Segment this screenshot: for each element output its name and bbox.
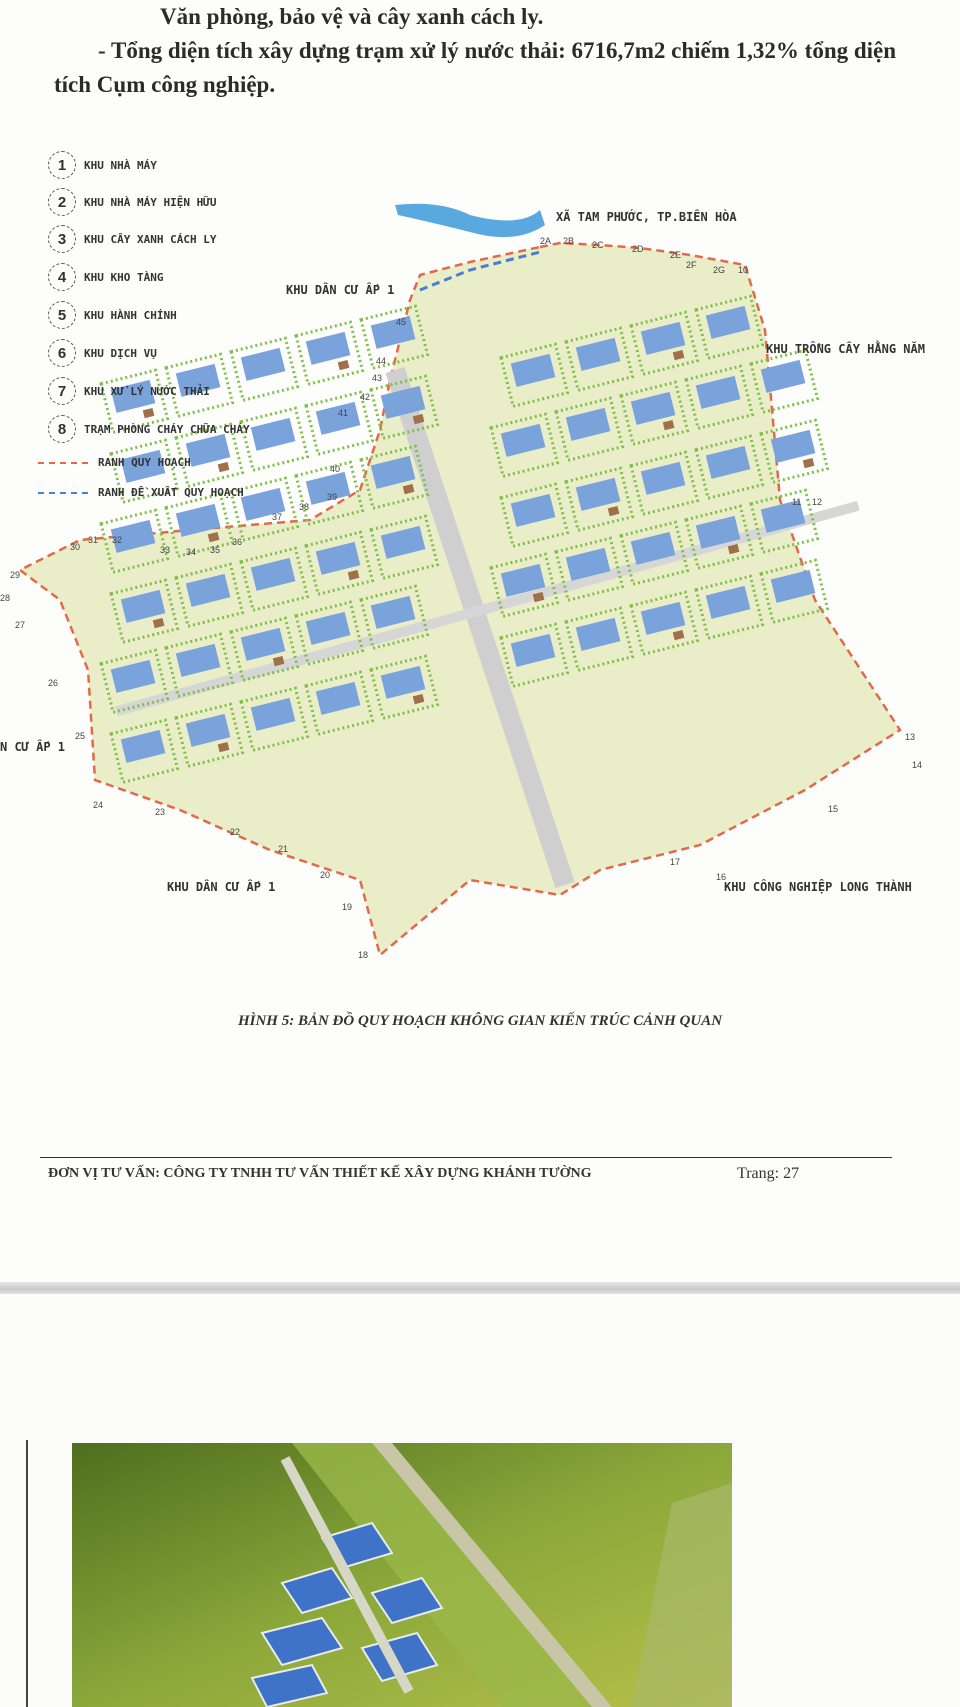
boundary-point-19: 19 [342,902,353,912]
legend-number: 1 [48,151,76,179]
boundary-point-2c: 2C [592,240,604,250]
boundary-point-28: 28 [0,593,11,603]
boundary-point-39: 39 [327,492,338,502]
legend-item [38,150,157,180]
boundary-point-23: 23 [155,807,166,817]
boundary-point-44: 44 [376,356,387,366]
margin-rule [26,1440,28,1707]
boundary-point-22: 22 [230,827,241,837]
boundary-point-24: 24 [93,800,104,810]
body-text-line-1: Văn phòng, bảo vệ và cây xanh cách ly. [160,4,544,29]
legend-number: 2 [48,188,76,216]
legend-label: KHU KHO TÀNG [84,270,164,284]
boundary-point-2e: 2E [670,250,682,260]
boundary-point-16: 16 [716,872,727,882]
legend-number: 5 [48,301,76,329]
boundary-point-40: 40 [330,464,341,474]
legend-item [38,300,177,330]
legend-item [38,262,163,292]
legend-item [38,376,210,406]
boundary-point-17: 17 [670,857,681,867]
body-text-line-2: - Tổng diện tích xây dựng trạm xử lý nước thải: 6716,7m2 chiếm 1,32% tổng diện [98,38,897,63]
boundary-point-38: 38 [299,502,310,512]
boundary-point-13: 13 [905,732,916,742]
boundary-point-15: 15 [828,804,839,814]
footer-divider [40,1157,892,1158]
legend-item [38,187,216,217]
map-label-southeast: KHU CÔNG NGHIỆP LONG THÀNH [724,880,912,894]
legend-label: KHU XỬ LÝ NƯỚC THẢI [84,384,210,398]
legend-label: TRẠM PHÒNG CHÁY CHỮA CHÁY [84,422,250,436]
boundary-point-31: 31 [88,535,99,545]
legend-label: KHU NHÀ MÁY HIỆN HỮU [84,195,217,209]
legend-label: KHU DỊCH VỤ [84,346,157,360]
map-label-north: XÃ TAM PHƯỚC, TP.BIÊN HÒA [556,210,737,224]
boundary-point-33: 33 [160,545,171,555]
dash-red-icon [38,462,88,464]
legend-item [38,224,216,254]
boundary-point-2g: 2G [713,265,726,275]
boundary-point-11: 11 [792,497,802,507]
planning-map [0,130,960,970]
boundary-point-27: 27 [15,620,26,630]
boundary-point-43: 43 [372,373,383,383]
page-number: Trang: 27 [737,1165,800,1182]
boundary-point-36: 36 [232,537,243,547]
footer-company: ĐƠN VỊ TƯ VẤN: CÔNG TY TNHH TƯ VẤN THIẾT KẾ XÂY DỰNG KHÁNH TƯỜNG [48,1166,592,1181]
boundary-point-45: 45 [396,317,407,327]
map-label-east: KHU TRỒNG CÂY HẰNG NĂM [766,342,925,356]
boundary-point-25: 25 [75,731,86,741]
boundary-point-34: 34 [186,547,197,557]
boundary-point-42: 42 [360,392,371,402]
boundary-point-18: 18 [358,950,369,960]
map-label-west: N CƯ ẤP 1 [0,740,66,754]
boundary-point-30: 30 [70,542,81,552]
boundary-point-2d: 2D [632,244,644,254]
boundary-point-21: 21 [278,844,289,854]
boundary-point-2b: 2B [563,236,575,246]
legend-line-label: RANH ĐỀ XUẤT QUY HOẠCH [98,486,244,499]
legend-item [38,338,157,368]
legend-item [38,414,250,444]
legend-number: 6 [48,339,76,367]
legend-label: KHU HÀNH CHÍNH [84,308,177,322]
boundary-point-10: 10 [738,265,749,275]
dash-blue-icon [38,492,88,494]
boundary-point-14: 14 [912,760,923,770]
legend-line-proposed [38,486,244,499]
legend-line-label: RANH QUY HOẠCH [98,456,191,469]
boundary-point-35: 35 [210,545,221,555]
legend-line-planning [38,456,191,469]
boundary-point-29: 29 [10,570,21,580]
map-label-northwest: KHU DÂN CƯ ẤP 1 [286,283,395,297]
boundary-point-20: 20 [320,870,331,880]
legend-number: 3 [48,225,76,253]
boundary-point-2f: 2F [686,260,697,270]
boundary-point-12: 12 [812,497,823,507]
legend-label: KHU NHÀ MÁY [84,158,157,172]
body-text-line-3: tích Cụm công nghiệp. [54,72,276,97]
boundary-point-37: 37 [272,512,283,522]
legend-number: 8 [48,415,76,443]
aerial-render-image [72,1443,732,1707]
legend-label: KHU CÂY XANH CÁCH LY [84,232,217,246]
boundary-point-26: 26 [48,678,59,688]
figure-caption: HÌNH 5: BẢN ĐỒ QUY HOẠCH KHÔNG GIAN KIẾN TRÚC CẢNH QUAN [237,1013,723,1029]
map-label-southwest: KHU DÂN CƯ ẤP 1 [167,880,276,894]
legend-number: 7 [48,377,76,405]
legend-number: 4 [48,263,76,291]
boundary-point-32: 32 [112,535,123,545]
boundary-point-41: 41 [338,408,349,418]
river-shape [395,204,545,237]
boundary-point-2a: 2A [540,236,552,246]
